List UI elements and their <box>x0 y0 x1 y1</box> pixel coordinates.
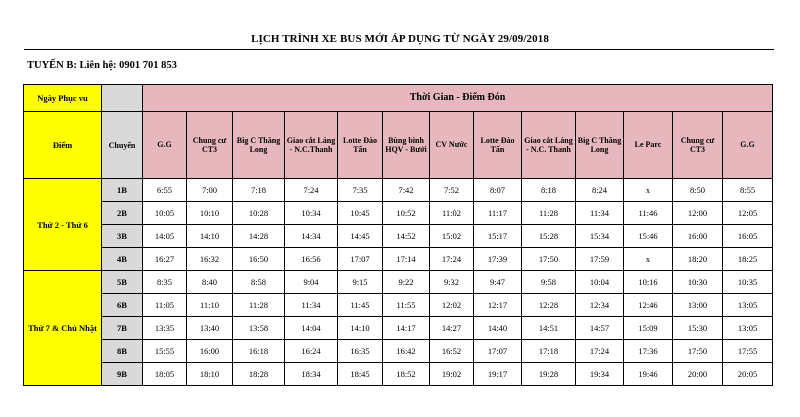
time-cell: 18:10 <box>187 363 233 386</box>
time-cell: 9:04 <box>285 271 338 294</box>
time-cell: 14:17 <box>383 317 430 340</box>
time-cell: 19:34 <box>576 363 624 386</box>
time-cell: 9:58 <box>522 271 576 294</box>
table-row <box>24 294 773 317</box>
time-cell: 18:28 <box>233 363 285 386</box>
time-cell: 8:50 <box>673 179 723 202</box>
time-cell: 15:17 <box>474 225 522 248</box>
time-cell: 16:27 <box>143 248 187 271</box>
time-cell: 16:35 <box>338 340 383 363</box>
time-cell: 11:02 <box>430 202 474 225</box>
time-cell: x <box>624 248 673 271</box>
time-cell: 12:02 <box>430 294 474 317</box>
time-cell: 15:34 <box>576 225 624 248</box>
time-cell: 17:07 <box>338 248 383 271</box>
stop-header-cell: Big C Thăng Long <box>576 112 624 179</box>
time-cell: 17:24 <box>430 248 474 271</box>
trip-cell: 9B <box>102 363 143 386</box>
table-row <box>24 179 773 202</box>
time-cell: 18:34 <box>285 363 338 386</box>
stop-header-cell: Lotte Đào Tấn <box>338 112 383 179</box>
time-cell: 18:52 <box>383 363 430 386</box>
time-cell: 17:07 <box>474 340 522 363</box>
time-cell: 19:46 <box>624 363 673 386</box>
time-stop-header: Thời Gian - Điểm Đón <box>143 85 773 112</box>
time-cell: 16:00 <box>673 225 723 248</box>
time-cell: 12:28 <box>522 294 576 317</box>
time-cell: 8:24 <box>576 179 624 202</box>
time-cell: 11:17 <box>474 202 522 225</box>
time-cell: 13:05 <box>723 294 773 317</box>
table-row <box>24 317 773 340</box>
time-cell: 17:14 <box>383 248 430 271</box>
stop-header-cell: G.G <box>723 112 773 179</box>
day-group-label: Thứ 7 & Chủ Nhật <box>24 271 102 386</box>
time-cell: 13:58 <box>233 317 285 340</box>
time-cell: 16:24 <box>285 340 338 363</box>
time-cell: 16:42 <box>383 340 430 363</box>
time-cell: 9:22 <box>383 271 430 294</box>
stop-header-cell: Chung cư CT3 <box>673 112 723 179</box>
time-cell: 14:57 <box>576 317 624 340</box>
time-cell: 7:35 <box>338 179 383 202</box>
time-cell: 13:00 <box>673 294 723 317</box>
time-cell: 8:07 <box>474 179 522 202</box>
trip-header: Chuyến <box>102 112 143 179</box>
time-cell: 7:42 <box>383 179 430 202</box>
time-cell: 12:17 <box>474 294 522 317</box>
time-cell: 15:46 <box>624 225 673 248</box>
title-divider <box>24 49 774 50</box>
time-cell: 15:30 <box>673 317 723 340</box>
time-cell: 17:18 <box>522 340 576 363</box>
trip-cell: 5B <box>102 271 143 294</box>
time-cell: 12:34 <box>576 294 624 317</box>
route-label: TUYẾN B: Liên hệ: 0901 701 853 <box>27 60 177 71</box>
time-cell: 17:59 <box>576 248 624 271</box>
time-cell: 8:55 <box>723 179 773 202</box>
time-cell: 10:04 <box>576 271 624 294</box>
time-cell: 11:28 <box>522 202 576 225</box>
time-cell: 13:05 <box>723 317 773 340</box>
time-cell: 17:24 <box>576 340 624 363</box>
stop-header-cell: Giao cắt Láng - N.C.Thanh <box>285 112 338 179</box>
time-cell: 9:47 <box>474 271 522 294</box>
time-cell: 11:34 <box>576 202 624 225</box>
time-cell: 11:34 <box>285 294 338 317</box>
time-cell: 8:35 <box>143 271 187 294</box>
time-cell: 13:35 <box>143 317 187 340</box>
time-cell: 8:58 <box>233 271 285 294</box>
table-row <box>24 271 773 294</box>
stop-header-cell: G.G <box>143 112 187 179</box>
time-cell: 14:45 <box>338 225 383 248</box>
time-cell: 11:46 <box>624 202 673 225</box>
table-row <box>24 248 773 271</box>
time-cell: 17:50 <box>522 248 576 271</box>
time-cell: 10:35 <box>723 271 773 294</box>
time-cell: 14:28 <box>233 225 285 248</box>
stop-header-cell: Chung cư CT3 <box>187 112 233 179</box>
time-cell: 15:09 <box>624 317 673 340</box>
time-cell: 15:55 <box>143 340 187 363</box>
time-cell: 10:28 <box>233 202 285 225</box>
time-cell: 13:40 <box>187 317 233 340</box>
time-cell: 17:50 <box>673 340 723 363</box>
time-cell: 8:18 <box>522 179 576 202</box>
trip-cell: 3B <box>102 225 143 248</box>
trip-cell: 8B <box>102 340 143 363</box>
header-blank <box>102 85 143 112</box>
time-cell: 14:10 <box>187 225 233 248</box>
time-cell: 19:28 <box>522 363 576 386</box>
trip-cell: 7B <box>102 317 143 340</box>
schedule-table <box>23 84 773 386</box>
time-cell: 16:18 <box>233 340 285 363</box>
time-cell: 14:52 <box>383 225 430 248</box>
stop-header-cell: CV Nước <box>430 112 474 179</box>
time-cell: 14:40 <box>474 317 522 340</box>
time-cell: 14:10 <box>338 317 383 340</box>
time-cell: 10:10 <box>187 202 233 225</box>
time-cell: 16:00 <box>187 340 233 363</box>
time-cell: 19:17 <box>474 363 522 386</box>
stop-header-cell: Giao cắt Láng - N.C. Thanh <box>522 112 576 179</box>
time-cell: 10:34 <box>285 202 338 225</box>
time-cell: 10:05 <box>143 202 187 225</box>
time-cell: 7:00 <box>187 179 233 202</box>
time-cell: 7:24 <box>285 179 338 202</box>
trip-cell: 2B <box>102 202 143 225</box>
table-row <box>24 340 773 363</box>
trip-cell: 1B <box>102 179 143 202</box>
time-cell: 18:20 <box>673 248 723 271</box>
time-cell: 10:45 <box>338 202 383 225</box>
time-cell: 17:36 <box>624 340 673 363</box>
day-header: Ngày Phục vu <box>24 85 102 112</box>
time-cell: 16:50 <box>233 248 285 271</box>
time-cell: 10:30 <box>673 271 723 294</box>
page-title: LỊCH TRÌNH XE BUS MỚI ÁP DỤNG TỪ NGÀY 29/09/2018 <box>251 33 549 45</box>
time-cell: 14:05 <box>143 225 187 248</box>
time-cell: 15:02 <box>430 225 474 248</box>
stop-header: Điểm <box>24 112 102 179</box>
time-cell: 9:32 <box>430 271 474 294</box>
time-cell: 14:27 <box>430 317 474 340</box>
time-cell: 11:10 <box>187 294 233 317</box>
trip-cell: 4B <box>102 248 143 271</box>
time-cell: 9:15 <box>338 271 383 294</box>
time-cell: 8:40 <box>187 271 233 294</box>
time-cell: 11:55 <box>383 294 430 317</box>
time-cell: 17:55 <box>723 340 773 363</box>
trip-cell: 6B <box>102 294 143 317</box>
stop-header-cell: Lotte Đào Tấn <box>474 112 522 179</box>
time-cell: 14:51 <box>522 317 576 340</box>
time-cell: 20:05 <box>723 363 773 386</box>
time-cell: 16:05 <box>723 225 773 248</box>
time-cell: 16:56 <box>285 248 338 271</box>
day-group-label: Thứ 2 - Thứ 6 <box>24 179 102 271</box>
table-row <box>24 225 773 248</box>
time-cell: 11:45 <box>338 294 383 317</box>
time-cell: 7:52 <box>430 179 474 202</box>
time-cell: 6:55 <box>143 179 187 202</box>
time-cell: 18:45 <box>338 363 383 386</box>
stop-header-cell: Bùng binh HQV - Bưởi <box>383 112 430 179</box>
table-row <box>24 202 773 225</box>
table-row <box>24 363 773 386</box>
time-cell: 15:28 <box>522 225 576 248</box>
time-cell: 16:52 <box>430 340 474 363</box>
time-cell: x <box>624 179 673 202</box>
time-cell: 14:34 <box>285 225 338 248</box>
stop-header-cell: Big C Thăng Long <box>233 112 285 179</box>
time-cell: 16:32 <box>187 248 233 271</box>
time-cell: 12:00 <box>673 202 723 225</box>
time-cell: 12:46 <box>624 294 673 317</box>
time-cell: 10:16 <box>624 271 673 294</box>
time-cell: 11:05 <box>143 294 187 317</box>
time-cell: 12:05 <box>723 202 773 225</box>
time-cell: 18:25 <box>723 248 773 271</box>
time-cell: 20:00 <box>673 363 723 386</box>
stop-header-cell: Le Parc <box>624 112 673 179</box>
time-cell: 18:05 <box>143 363 187 386</box>
time-cell: 11:28 <box>233 294 285 317</box>
time-cell: 14:04 <box>285 317 338 340</box>
time-cell: 17:39 <box>474 248 522 271</box>
time-cell: 7:18 <box>233 179 285 202</box>
time-cell: 10:52 <box>383 202 430 225</box>
time-cell: 19:02 <box>430 363 474 386</box>
